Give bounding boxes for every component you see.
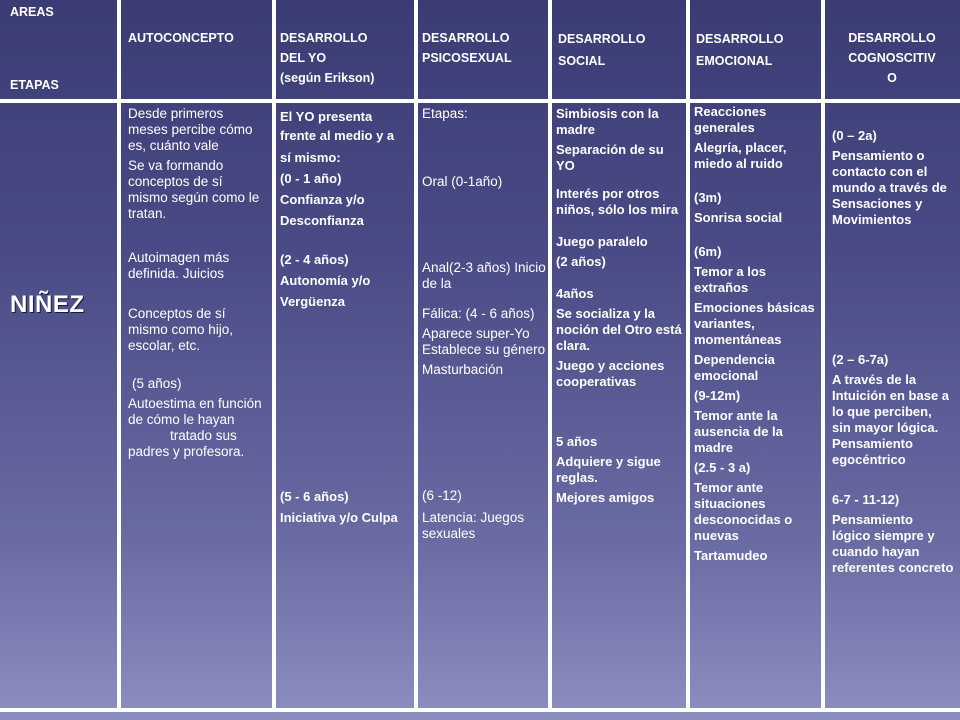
header-line: COGNOSCITIV <box>848 51 936 65</box>
text-line: 5 años <box>556 434 598 449</box>
text-line: Confianza y/o <box>280 192 365 207</box>
text-line: Tartamudeo <box>694 548 768 563</box>
header-line: DESARROLLO <box>696 32 784 46</box>
text-line: Desconfianza <box>280 213 364 228</box>
text-line: Pensamiento lógico siempre y cuando hayan referentes concreto <box>832 512 954 575</box>
text-paragraph: tratado sus padres y profesora. <box>128 428 245 459</box>
text-paragraph: (5 años) <box>132 376 182 391</box>
text-line: Emociones básicas variantes, momentáneas <box>694 300 815 347</box>
text-line: Separación de su YO <box>556 142 664 173</box>
text-line: (0 – 2a) <box>832 128 877 143</box>
header-line: (según Erikson) <box>280 71 375 85</box>
bottom-border <box>0 708 960 712</box>
text-line: Adquiere y sigue reglas. <box>556 454 661 485</box>
text-line: Juego paralelo <box>556 234 648 249</box>
text-line: Oral (0-1año) <box>422 174 503 189</box>
text-line: 6-7 - 11-12) <box>832 492 900 507</box>
header-desarrollo-cognoscitivo <box>828 28 956 88</box>
text-line: frente al medio y a <box>280 128 395 143</box>
text-line: Temor a los extraños <box>694 264 767 295</box>
header-desarrollo-social <box>558 28 646 72</box>
stage-label: NIÑEZ <box>10 291 85 318</box>
text-line: El YO presenta <box>280 109 373 124</box>
header-line: DEL YO <box>280 51 327 65</box>
text-line: Dependencia emocional <box>694 352 775 383</box>
header-divider <box>0 99 960 103</box>
text-paragraph: Desde primeros meses percibe cómo es, cuánto vale <box>128 106 253 153</box>
text-line: Alegría, placer, miedo al ruido <box>694 140 787 171</box>
text-paragraph: Autoestima en función de cómo le hayan <box>128 396 262 427</box>
header-line: EMOCIONAL <box>696 54 773 68</box>
social-content <box>556 106 684 510</box>
text-line: Pensamiento o contacto con el mundo a través de Sensaciones y Movimientos <box>832 148 947 227</box>
text-line: (6m) <box>694 244 722 259</box>
header-line: DESARROLLO <box>848 31 936 45</box>
text-line: (2 años) <box>556 254 606 269</box>
header-areas: AREAS <box>10 5 54 19</box>
text-line: Sonrisa social <box>694 210 783 225</box>
text-paragraph: Se va formando conceptos de sí mismo según como le tratan. <box>128 158 260 221</box>
text-line: (3m) <box>694 190 722 205</box>
header-line: DESARROLLO <box>422 31 510 45</box>
text-line: Iniciativa y/o Culpa <box>280 510 398 525</box>
text-line: (2 – 6-7a) <box>832 352 889 367</box>
column-divider <box>686 0 690 712</box>
header-line: DESARROLLO <box>558 32 646 46</box>
text-line: A través de la Intuición en base a lo que perciben, sin mayor lógica. Pensamiento egocéntrico <box>832 372 950 467</box>
text-line: Reacciones generales <box>694 104 767 135</box>
text-line: Mejores amigos <box>556 490 655 505</box>
header-autoconcepto: AUTOCONCEPTO <box>128 31 234 45</box>
text-line: Anal(2-3 años) Inicio de la <box>422 260 546 291</box>
text-line: Latencia: Juegos sexuales <box>422 510 525 541</box>
column-divider <box>272 0 276 712</box>
header-line: O <box>887 71 897 85</box>
text-line: Se socializa y la noción del Otro está clara. <box>556 306 682 353</box>
text-line: Autonomía y/o <box>280 273 371 288</box>
text-line: (9-12m) <box>694 388 741 403</box>
text-line: Simbiosis con la madre <box>556 106 659 137</box>
text-line: Fálica: (4 - 6 años) <box>422 306 535 321</box>
text-line: Vergüenza <box>280 294 346 309</box>
column-divider <box>548 0 552 712</box>
header-desarrollo-emocional <box>696 28 784 72</box>
text-line: (5 - 6 años) <box>280 489 349 504</box>
cognoscitivo-content <box>832 128 954 580</box>
text-line: Aparece super-Yo Establece su género <box>422 326 546 357</box>
text-line: (0 - 1 año) <box>280 171 342 186</box>
text-line: Interés por otros niños, sólo los mira <box>556 186 679 217</box>
header-desarrollo-psicosexual <box>422 28 512 68</box>
column-divider <box>117 0 121 712</box>
text-line: Etapas: <box>422 106 468 121</box>
text-line: Masturbación <box>422 362 504 377</box>
header-etapas: ETAPAS <box>10 78 59 92</box>
text-line: 4años <box>556 286 594 301</box>
yo-content <box>280 106 408 526</box>
text-line: sí mismo: <box>280 150 341 165</box>
header-desarrollo-yo <box>280 28 374 88</box>
psicosexual-content <box>422 106 546 542</box>
text-line: (2 - 4 años) <box>280 252 349 267</box>
text-line: Juego y acciones cooperativas <box>556 358 665 389</box>
text-line: Temor ante situaciones desconocidas o nuevas <box>694 480 793 543</box>
column-divider <box>821 0 825 712</box>
text-line: Temor ante la ausencia de la madre <box>694 408 783 455</box>
text-line: (2.5 - 3 a) <box>694 460 751 475</box>
header-line: DESARROLLO <box>280 31 368 45</box>
column-divider <box>414 0 418 712</box>
emocional-content <box>694 104 818 568</box>
text-paragraph: Autoimagen más definida. Juicios <box>128 250 230 281</box>
autoconcepto-content <box>128 106 266 464</box>
header-line: SOCIAL <box>558 54 606 68</box>
header-line: PSICOSEXUAL <box>422 51 512 65</box>
text-line: (6 -12) <box>422 488 462 503</box>
text-paragraph: Conceptos de sí mismo como hijo, escolar, etc. <box>128 306 234 353</box>
